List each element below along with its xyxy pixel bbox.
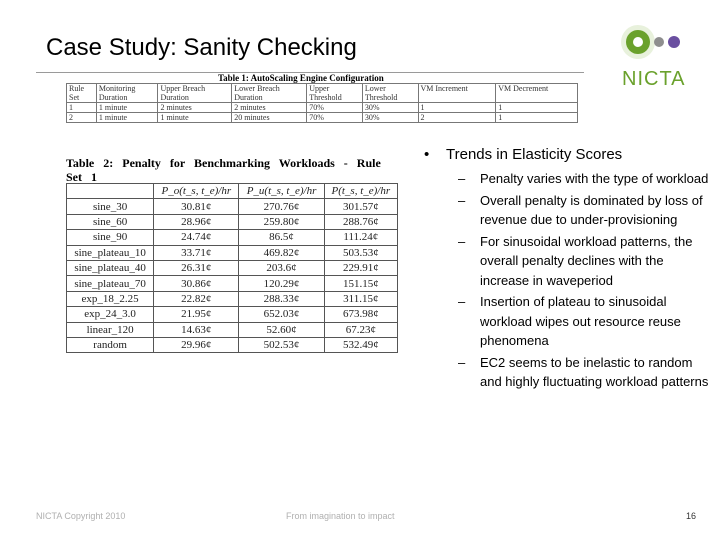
table2-caption: Table 2: Penalty for Benchmarking Workloads - Rule Set 1 [66,156,381,184]
workload-name: exp_18_2.25 [67,291,154,306]
table-row [67,322,398,337]
t2-cell: 151.15¢ [324,276,397,291]
workload-name: sine_plateau_40 [67,260,154,275]
t1-cell: 2 [67,113,97,123]
table-row [67,260,398,275]
t2-cell: 26.31¢ [154,260,239,275]
table-row [67,337,398,352]
workload-name: sine_30 [67,199,154,214]
table-row [67,103,578,113]
table-row [67,291,398,306]
t2-cell: 259.80¢ [239,214,324,229]
footer-tagline: From imagination to impact [286,511,395,521]
logo-text: NICTA [622,68,686,90]
t2-cell: 311.15¢ [324,291,397,306]
t2-cell: 301.57¢ [324,199,397,214]
page-number: 16 [686,511,697,521]
list-item: – Insertion of plateau to sinusoidal workload wipes out resource reuse phenomena [458,294,681,348]
t2-header-cell [67,184,154,199]
t1-header-cell: Upper Breach Duration [158,84,232,103]
t1-header-cell: Lower Breach Duration [232,84,307,103]
t1-cell: 2 minutes [158,103,232,113]
t1-cell: 70% [307,103,363,113]
table-header-row [67,84,578,103]
t2-cell: 33.71¢ [154,245,239,260]
t1-cell: 2 minutes [232,103,307,113]
t2-cell: 30.81¢ [154,199,239,214]
t1-cell: 1 minute [158,113,232,123]
logo-dot-purple [668,36,680,48]
main-bullet [424,146,714,163]
dash-icon: – [458,233,466,249]
autoscaling-config-table [66,83,578,123]
t2-cell: 469.82¢ [239,245,324,260]
t2-header-cell: P(t_s, t_e)/hr [324,184,397,199]
t2-cell: 22.82¢ [154,291,239,306]
dash-icon: – [458,354,466,370]
table-row [67,199,398,214]
t1-header-cell: VM Decrement [496,84,578,103]
list-item: – Penalty varies with the type of workload [458,169,714,189]
t1-cell: 30% [362,103,418,113]
t1-cell: 70% [307,113,363,123]
t2-cell: 288.76¢ [324,214,397,229]
list-item: – Overall penalty is dominated by loss of revenue due to under-provisioning [458,192,703,227]
t2-cell: 120.29¢ [239,276,324,291]
table-row [67,230,398,245]
list-item: – For sinusoidal workload patterns, the overall penalty declines with the increase in waveperiod [458,233,693,288]
t2-cell: 229.91¢ [324,260,397,275]
table-row [67,245,398,260]
list-item: – EC2 seems to be inelastic to random and highly fluctuating workload patterns [458,354,709,389]
slide-title: Case Study: Sanity Checking [46,34,357,61]
t2-cell: 270.76¢ [239,199,324,214]
workload-name: linear_120 [67,322,154,337]
t1-header-cell: Lower Threshold [362,84,418,103]
penalty-table [66,183,398,353]
main-bullet-text: Trends in Elasticity Scores [446,146,623,163]
bullet-dot-icon: • [424,146,430,163]
footer-copyright: NICTA Copyright 2010 [36,511,126,521]
t2-cell: 30.86¢ [154,276,239,291]
t2-header-cell: P_o(t_s, t_e)/hr [154,184,239,199]
t2-cell: 21.95¢ [154,307,239,322]
logo-dot-grey [654,37,664,47]
t2-cell: 67.23¢ [324,322,397,337]
t1-cell: 2 [418,113,496,123]
t2-cell: 28.96¢ [154,214,239,229]
t2-cell: 111.24¢ [324,230,397,245]
workload-name: sine_90 [67,230,154,245]
t2-cell: 503.53¢ [324,245,397,260]
t1-cell: 30% [362,113,418,123]
workload-name: exp_24_3.0 [67,307,154,322]
t1-cell: 1 minute [96,103,158,113]
t2-cell: 86.5¢ [239,230,324,245]
workload-name: sine_plateau_70 [67,276,154,291]
t2-cell: 203.6¢ [239,260,324,275]
t2-cell: 652.03¢ [239,307,324,322]
t2-cell: 673.98¢ [324,307,397,322]
t2-cell: 29.96¢ [154,337,239,352]
table-row [67,276,398,291]
logo-dot-center [633,37,643,47]
bullet-list [424,146,714,394]
t1-cell: 20 minutes [232,113,307,123]
sub-bullet-list [424,169,714,392]
t2-cell: 532.49¢ [324,337,397,352]
dash-icon: – [458,192,466,208]
workload-name: sine_plateau_10 [67,245,154,260]
t2-cell: 502.53¢ [239,337,324,352]
workload-name: sine_60 [67,214,154,229]
t2-header-cell: P_u(t_s, t_e)/hr [239,184,324,199]
t2-cell: 288.33¢ [239,291,324,306]
t2-cell: 14.63¢ [154,322,239,337]
t1-cell: 1 minute [96,113,158,123]
t1-cell: 1 [496,103,578,113]
table-row [67,307,398,322]
t1-header-cell: Rule Set [67,84,97,103]
dash-icon: – [458,171,466,186]
t1-cell: 1 [496,113,578,123]
t1-header-cell: VM Increment [418,84,496,103]
t1-header-cell: Upper Threshold [307,84,363,103]
t1-cell: 1 [418,103,496,113]
t1-header-cell: Monitoring Duration [96,84,158,103]
table1-caption: Table 1: AutoScaling Engine Configuration [218,73,384,83]
table-row [67,214,398,229]
t1-cell: 1 [67,103,97,113]
t2-cell: 52.60¢ [239,322,324,337]
dash-icon: – [458,294,466,309]
workload-name: random [67,337,154,352]
table-header-row [67,184,398,199]
t2-cell: 24.74¢ [154,230,239,245]
table-row [67,113,578,123]
